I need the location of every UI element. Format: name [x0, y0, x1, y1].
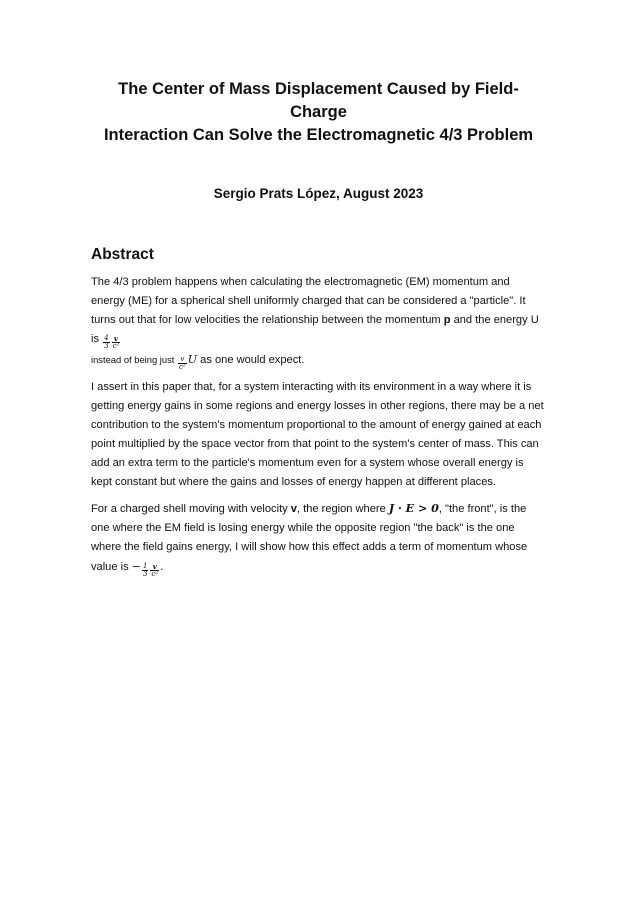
- velocity-symbol: v: [290, 503, 297, 515]
- fraction-one-third: [142, 563, 148, 578]
- frac-num: v: [150, 563, 159, 571]
- p1-text-c: instead of being just: [91, 354, 177, 365]
- frac-den: 3: [143, 570, 148, 578]
- frac-den: c²: [179, 363, 186, 371]
- p1-text-d: as one would expect.: [197, 354, 305, 366]
- frac-den: c²: [151, 570, 159, 578]
- paper-title: [91, 0, 546, 147]
- title-line-1: The Center of Mass Displacement Caused by Field-Charge: [118, 80, 519, 121]
- frac-den: c²: [112, 342, 120, 350]
- frac-num: 1: [143, 562, 148, 570]
- p3-text-d: .: [160, 561, 164, 573]
- abstract-paragraph-3: [91, 499, 546, 578]
- abstract-paragraph-1: [91, 273, 546, 371]
- p3-text-a: For a charged shell moving with velocity: [91, 503, 291, 515]
- frac-num: 4: [104, 334, 109, 342]
- momentum-symbol: p: [443, 314, 451, 326]
- fraction-four-thirds: [103, 335, 109, 350]
- j-dot-e-expression: J · E > 0: [388, 502, 439, 515]
- energy-symbol: U: [187, 353, 198, 366]
- p1-text-a: The 4/3 problem happens when calculating the electromagnetic (EM) momentum and energy (ME) for a spherical shell uniformly charged that can be considered a "particle". It turns out that for low velocities the relationship between the momentum: [91, 276, 526, 326]
- frac-num: v: [112, 335, 121, 343]
- fraction-v-over-c2-second: [178, 356, 187, 371]
- title-line-2: Interaction Can Solve the Electromagnetic 4/3 Problem: [103, 126, 534, 144]
- frac-den: 3: [104, 342, 109, 350]
- p1-text-b: and the energy U is: [91, 314, 539, 345]
- minus-sign: −: [131, 560, 141, 573]
- fraction-v-over-c2: [112, 335, 121, 350]
- p3-text-b: , the region where: [296, 503, 389, 515]
- author-line: Sergio Prats López, August 2023: [213, 186, 424, 201]
- abstract-paragraph-2: I assert in this paper that, for a system interacting with its environment in a way where it is getting energy gains in some regions and energy losses in other regions, there may be a net contribution to the system's momentum proportional to the amount of energy gained at each point multiplied by the space vector from that point to the system's center of mass. This can add an extra term to the particle's momentum even for a system whose overall energy is kept constant but where the gains and losses of energy happen at different places.: [91, 381, 544, 488]
- frac-num: v: [178, 356, 187, 364]
- p3-text-c: , "the front", is the one where the EM field is losing energy while the opposite region "the back" is the one where the field gains energy, I will show how this effect adds a term of momentum whose value is: [91, 503, 528, 573]
- fraction-v-over-c2-third: [150, 563, 159, 578]
- abstract-heading: Abstract: [91, 246, 154, 263]
